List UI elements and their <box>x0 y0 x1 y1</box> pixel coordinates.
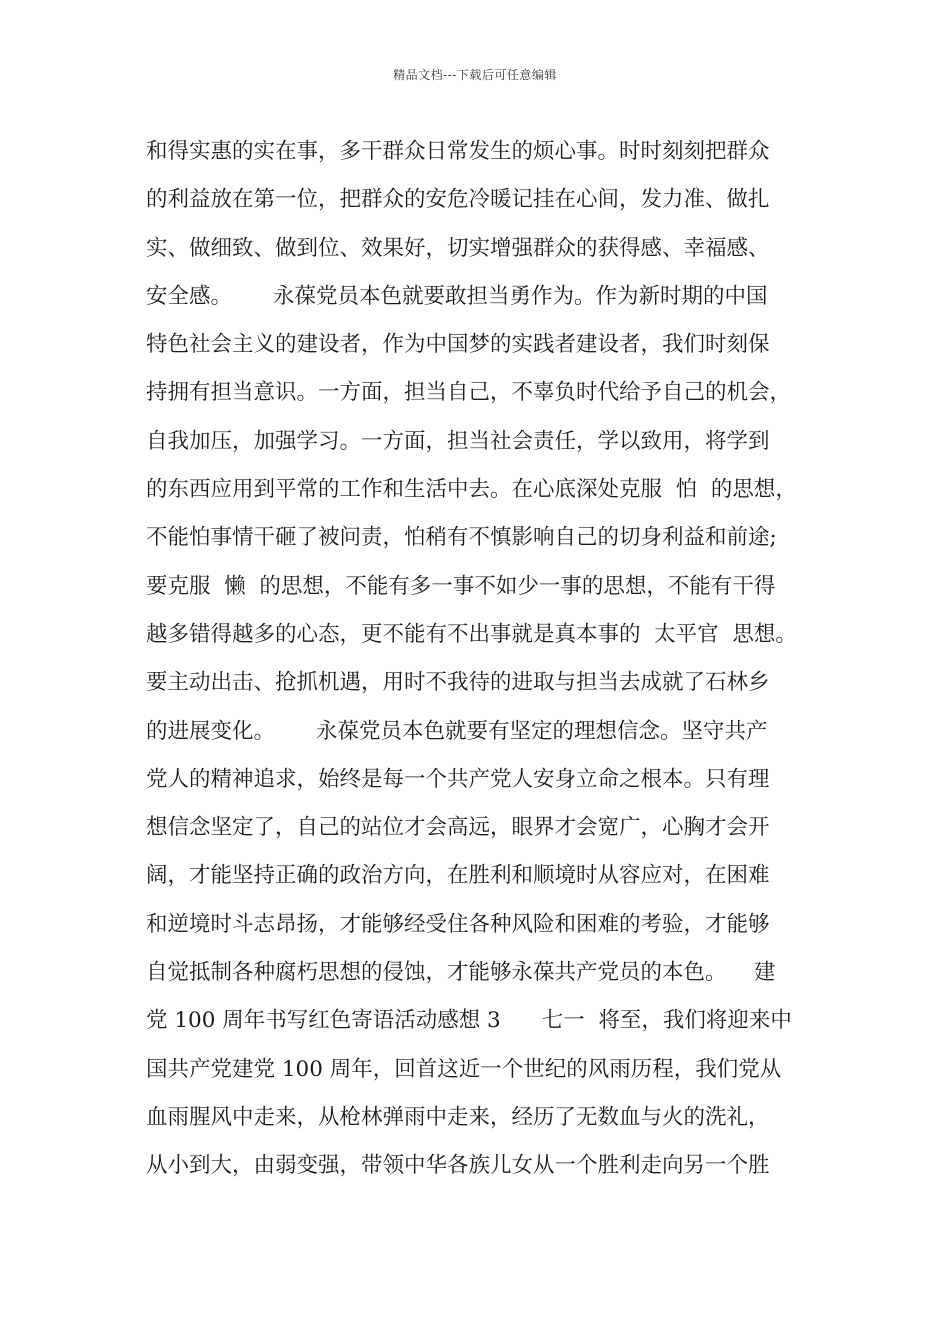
text-line: 阔，才能坚持正确的政治方向，在胜利和顺境时从容应对，在困难 <box>146 863 770 889</box>
text-line: 国共产党建党 100 周年，回首这近一个世纪的风雨历程，我们党从 <box>146 1056 782 1082</box>
text-line: 自觉抵制各种腐朽思想的侵蚀，才能够永葆共产党员的本色。 建 <box>146 960 776 986</box>
text-line: 血雨腥风中走来，从枪林弹雨中走来，经历了无数血与火的洗礼， <box>146 1104 770 1130</box>
text-line: 持拥有担当意识。一方面，担当自己，不辜负时代给予自己的机会， <box>146 380 792 406</box>
text-line: 和逆境时斗志昂扬，才能够经受住各种风险和困难的考验，才能够 <box>146 911 770 937</box>
text-line: 的东西应用到平常的工作和生活中去。在心底深处克服 怕 的思想， <box>146 477 797 503</box>
text-line: 安全感。 永葆党员本色就要敢担当勇作为。作为新时期的中国 <box>146 283 768 309</box>
text-line: 自我加压，加强学习。一方面，担当社会责任，学以致用，将学到 <box>146 428 770 454</box>
text-line: 党 100 周年书写红色寄语活动感想 3 七一 将至，我们将迎来中 <box>146 1008 792 1034</box>
text-line: 要主动出击、抢抓机遇，用时不我待的进取与担当去成就了石林乡 <box>146 670 770 696</box>
text-line: 想信念坚定了，自己的站位才会高远，眼界才会宽广，心胸才会开 <box>146 815 770 841</box>
text-line: 要克服 懒 的思想，不能有多一事不如少一事的思想，不能有干得 <box>146 573 776 599</box>
text-line: 越多错得越多的心态，更不能有不出事就是真本事的 太平官 思想。 <box>146 621 797 647</box>
document-body <box>146 128 818 1191</box>
text-line: 不能怕事情干砸了被问责，怕稍有不慎影响自己的切身利益和前途; <box>146 525 777 551</box>
text-line: 的利益放在第一位，把群众的安危冷暖记挂在心间，发力准、做扎 <box>146 187 770 213</box>
text-line: 和得实惠的实在事，多干群众日常发生的烦心事。时时刻刻把群众 <box>146 139 770 164</box>
text-line: 从小到大，由弱变强，带领中华各族儿女从一个胜利走向另一个胜 <box>146 1153 770 1179</box>
text-line: 党人的精神追求，始终是每一个共产党人安身立命之根本。只有理 <box>146 766 770 792</box>
page-header: 精品文档---下载后可任意编辑 <box>393 68 557 82</box>
text-line: 的进展变化。 永葆党员本色就要有坚定的理想信念。坚守共产 <box>146 718 768 744</box>
text-line: 实、做细致、做到位、效果好，切实增强群众的获得感、幸福感、 <box>146 235 770 261</box>
text-line: 特色社会主义的建设者，作为中国梦的实践者建设者，我们时刻保 <box>146 332 770 358</box>
